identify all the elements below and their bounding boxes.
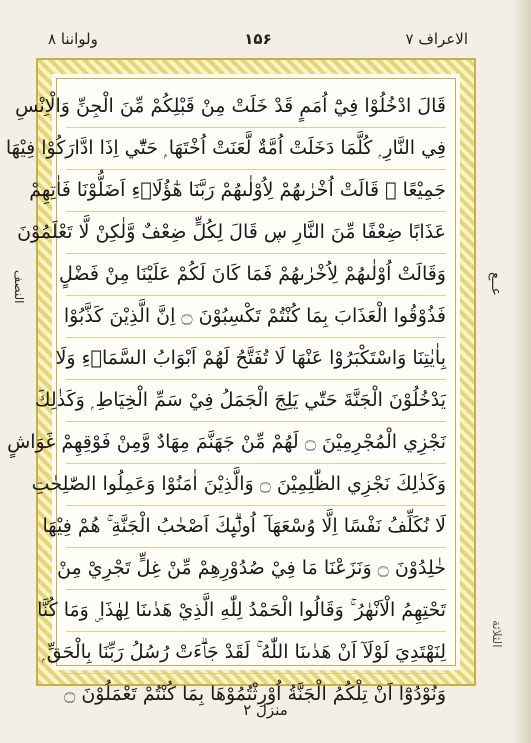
header-surah-name: الاعراف ۷ [405, 30, 468, 48]
text-line: فِي النَّارِ ۭ كُلَّمَا دَخَلَتْ اُمَّةٌ لَّعَنَتْ اُخْتَهَا ۭ حَتّٰٓي اِذَا ادَّارَكُوْا فِيْهَا [66, 128, 446, 170]
text-line: فَذُوْقُوا الْعَذَابَ بِمَا كُنْتُمْ تَكْسِبُوْنَ ۝ اِنَّ الَّذِيْنَ كَذَّبُوْا [66, 296, 446, 338]
text-line: نَجْزِي الْمُجْرِمِيْنَ ۝ لَهُمْ مِّنْ جَهَنَّمَ مِهَادٌ وَّمِنْ فَوْقِهِمْ غَوَاشٍ [66, 422, 446, 464]
page-footer-manzil: منزل ۲ [243, 701, 288, 719]
page-header [48, 30, 468, 54]
text-line: بِاٰيٰتِنَا وَاسْتَكْبَرُوْا عَنْهَا لَا تُفَتَّحُ لَهُمْ اَبْوَابُ السَّمَاۗءِ وَلَا [66, 338, 446, 380]
text-line: خٰلِدُوْنَ ۝ وَنَزَعْنَا مَا فِيْ صُدُوْرِهِمْ مِّنْ غِلٍّ تَجْرِيْ مِنْ [66, 548, 446, 590]
text-line: وَكَذٰلِكَ نَجْزِي الظّٰلِمِيْنَ ۝ وَالَّذِيْنَ اٰمَنُوْا وَعَمِلُوا الصّٰلِحٰتِ [66, 464, 446, 506]
text-line: وَقَالَتْ اُوْلٰىهُمْ لِاُخْرٰىهُمْ فَمَا كَانَ لَكُمْ عَلَيْنَا مِنْ فَضْلٍ [66, 254, 446, 296]
text-line: لَا نُكَلِّفُ نَفْسًا اِلَّا وُسْعَهَآ ۡ اُولٰۗىِٕكَ اَصْحٰبُ الْجَنَّةِ ۚ هُمْ فِيْهَا [66, 506, 446, 548]
text-line: يَدْخُلُوْنَ الْجَنَّةَ حَتّٰي يَلِجَ الْجَمَلُ فِيْ سَمِّ الْخِيَاطِ ۭ وَكَذٰلِكَ [66, 380, 446, 422]
header-juz-name: ولواننا ۸ [48, 30, 98, 48]
header-page-number: ۱۵۶ [244, 30, 272, 48]
text-line: وَنُوْدُوْٓا اَنْ تِلْكُمُ الْجَنَّةُ اُوْرِثْتُمُوْهَا بِمَا كُنْتُمْ تَعْمَلُوْنَ ۝ [64, 683, 446, 705]
text-line: جَمِيْعًا ۙ قَالَتْ اُخْرٰىهُمْ لِاُوْلٰىهُمْ رَبَّنَا هٰٓؤُلَاۗءِ اَضَلُّوْنَا فَاٰتِهِمْ [66, 170, 446, 212]
margin-note-left: النصف [12, 270, 26, 304]
text-line: لِنَهْتَدِيَ لَوْلَآ اَنْ هَدٰىنَا اللّٰهُ ۚ لَقَدْ جَاۗءَتْ رُسُلُ رَبِّنَا بِالْحَقِّ ۭ [66, 632, 446, 674]
text-line: قَالَ ادْخُلُوْا فِيْٓ اُمَمٍ قَدْ خَلَتْ مِنْ قَبْلِكُمْ مِّنَ الْجِنِّ وَالْاِنْسِ [66, 86, 446, 128]
margin-note-right: عــع [488, 272, 504, 297]
text-line: عَذَابًا ضِعْفًا مِّنَ النَّارِ ڛ قَالَ لِكُلٍّ ضِعْفٌ وَّلٰكِنْ لَّا تَعْلَمُوْنَ [66, 212, 446, 254]
margin-note-right-bottom: الثلاثة [490, 620, 504, 648]
page-edge-shadow [513, 0, 531, 743]
text-line: تَحْتِهِمُ الْاَنْھٰرُ ۚ وَقَالُوا الْحَمْدُ لِلّٰهِ الَّذِيْ هَدٰىنَا لِھٰذَا ۣ وَمَا كُنَّا [66, 590, 446, 632]
